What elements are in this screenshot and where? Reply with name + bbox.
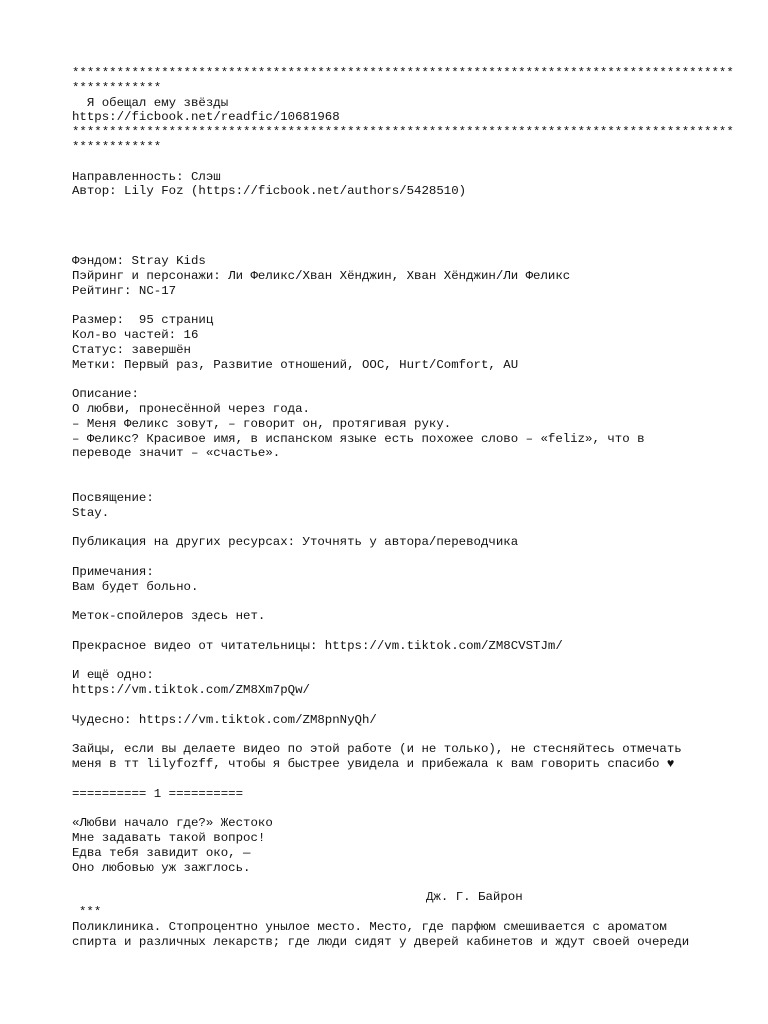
epigraph-author: Дж. Г. Байрон	[426, 890, 523, 905]
description-line: – Феликс? Красивое имя, в испанском языке есть похожее слово – «feliz», что в	[72, 431, 645, 446]
meta-tags: Метки: Первый раз, Развитие отношений, OOC, Hurt/Comfort, AU	[72, 357, 519, 372]
description-line: – Меня Феликс зовут, – говорит он, протягивая руку.	[72, 416, 452, 431]
scene-separator: ***	[79, 905, 102, 920]
document-title: Я обещал ему звёзды	[72, 95, 229, 110]
body-paragraph-line: спирта и различных лекарств; где люди сидят у дверей кабинетов и ждут своей очереди	[72, 934, 690, 949]
chapter-divider: ========== 1 ==========	[72, 786, 244, 801]
meta-status: Статус: завершён	[72, 342, 191, 357]
source-url: https://ficbook.net/readfic/10681968	[72, 110, 340, 125]
document-page	[72, 66, 734, 949]
notes-line: меня в тт lilyfozff, чтобы я быстрее увидела и прибежала к вам говорить спасибо ♥	[72, 757, 675, 772]
description-heading: Описание:	[72, 387, 139, 402]
epigraph-line: Мне задавать такой вопрос!	[72, 831, 266, 846]
stars-line: *****************************************************************************************	[72, 125, 734, 140]
notes-heading: Примечания:	[72, 564, 154, 579]
meta-rating: Рейтинг: NC-17	[72, 283, 177, 298]
notes-line: Чудесно: https://vm.tiktok.com/ZM8pnNyQh/	[72, 712, 377, 727]
epigraph-line: Едва тебя завидит око, —	[72, 845, 251, 860]
description-line: О любви, пронесённой через года.	[72, 401, 310, 416]
meta-parts: Кол-во частей: 16	[72, 327, 199, 342]
body-paragraph-line: Поликлиника. Стопроцентно унылое место. Место, где парфюм смешивается с ароматом	[72, 919, 667, 934]
notes-line: Меток-спойлеров здесь нет.	[72, 609, 266, 624]
stars-line: ************	[72, 139, 162, 154]
dedication-text: Stay.	[72, 505, 110, 520]
notes-line: И ещё одно:	[72, 668, 154, 683]
description-line: переводе значит – «счастье».	[72, 446, 281, 461]
stars-line: ************	[72, 80, 162, 95]
publication-note: Публикация на других ресурсах: Уточнять у автора/переводчика	[72, 535, 519, 550]
meta-pairing: Пэйринг и персонажи: Ли Феликс/Хван Хёнджин, Хван Хёнджин/Ли Феликс	[72, 268, 571, 283]
meta-fandom: Фэндом: Stray Kids	[72, 253, 206, 268]
stars-line: *****************************************************************************************	[72, 66, 734, 80]
notes-line: Зайцы, если вы делаете видео по этой работе (и не только), не стесняйтесь отмечать	[72, 742, 682, 757]
notes-line: Вам будет больно.	[72, 579, 199, 594]
meta-size: Размер: 95 страниц	[72, 313, 214, 328]
notes-line: Прекрасное видео от читательницы: https://vm.tiktok.com/ZM8CVSTJm/	[72, 638, 563, 653]
meta-direction: Направленность: Слэш	[72, 169, 221, 184]
epigraph-line: «Любви начало где?» Жестоко	[72, 816, 273, 831]
dedication-heading: Посвящение:	[72, 490, 154, 505]
epigraph-line: Оно любовью уж зажглось.	[72, 860, 251, 875]
meta-author: Автор: Lily Foz (https://ficbook.net/authors/5428510)	[72, 184, 467, 199]
notes-line: https://vm.tiktok.com/ZM8Xm7pQw/	[72, 683, 310, 698]
